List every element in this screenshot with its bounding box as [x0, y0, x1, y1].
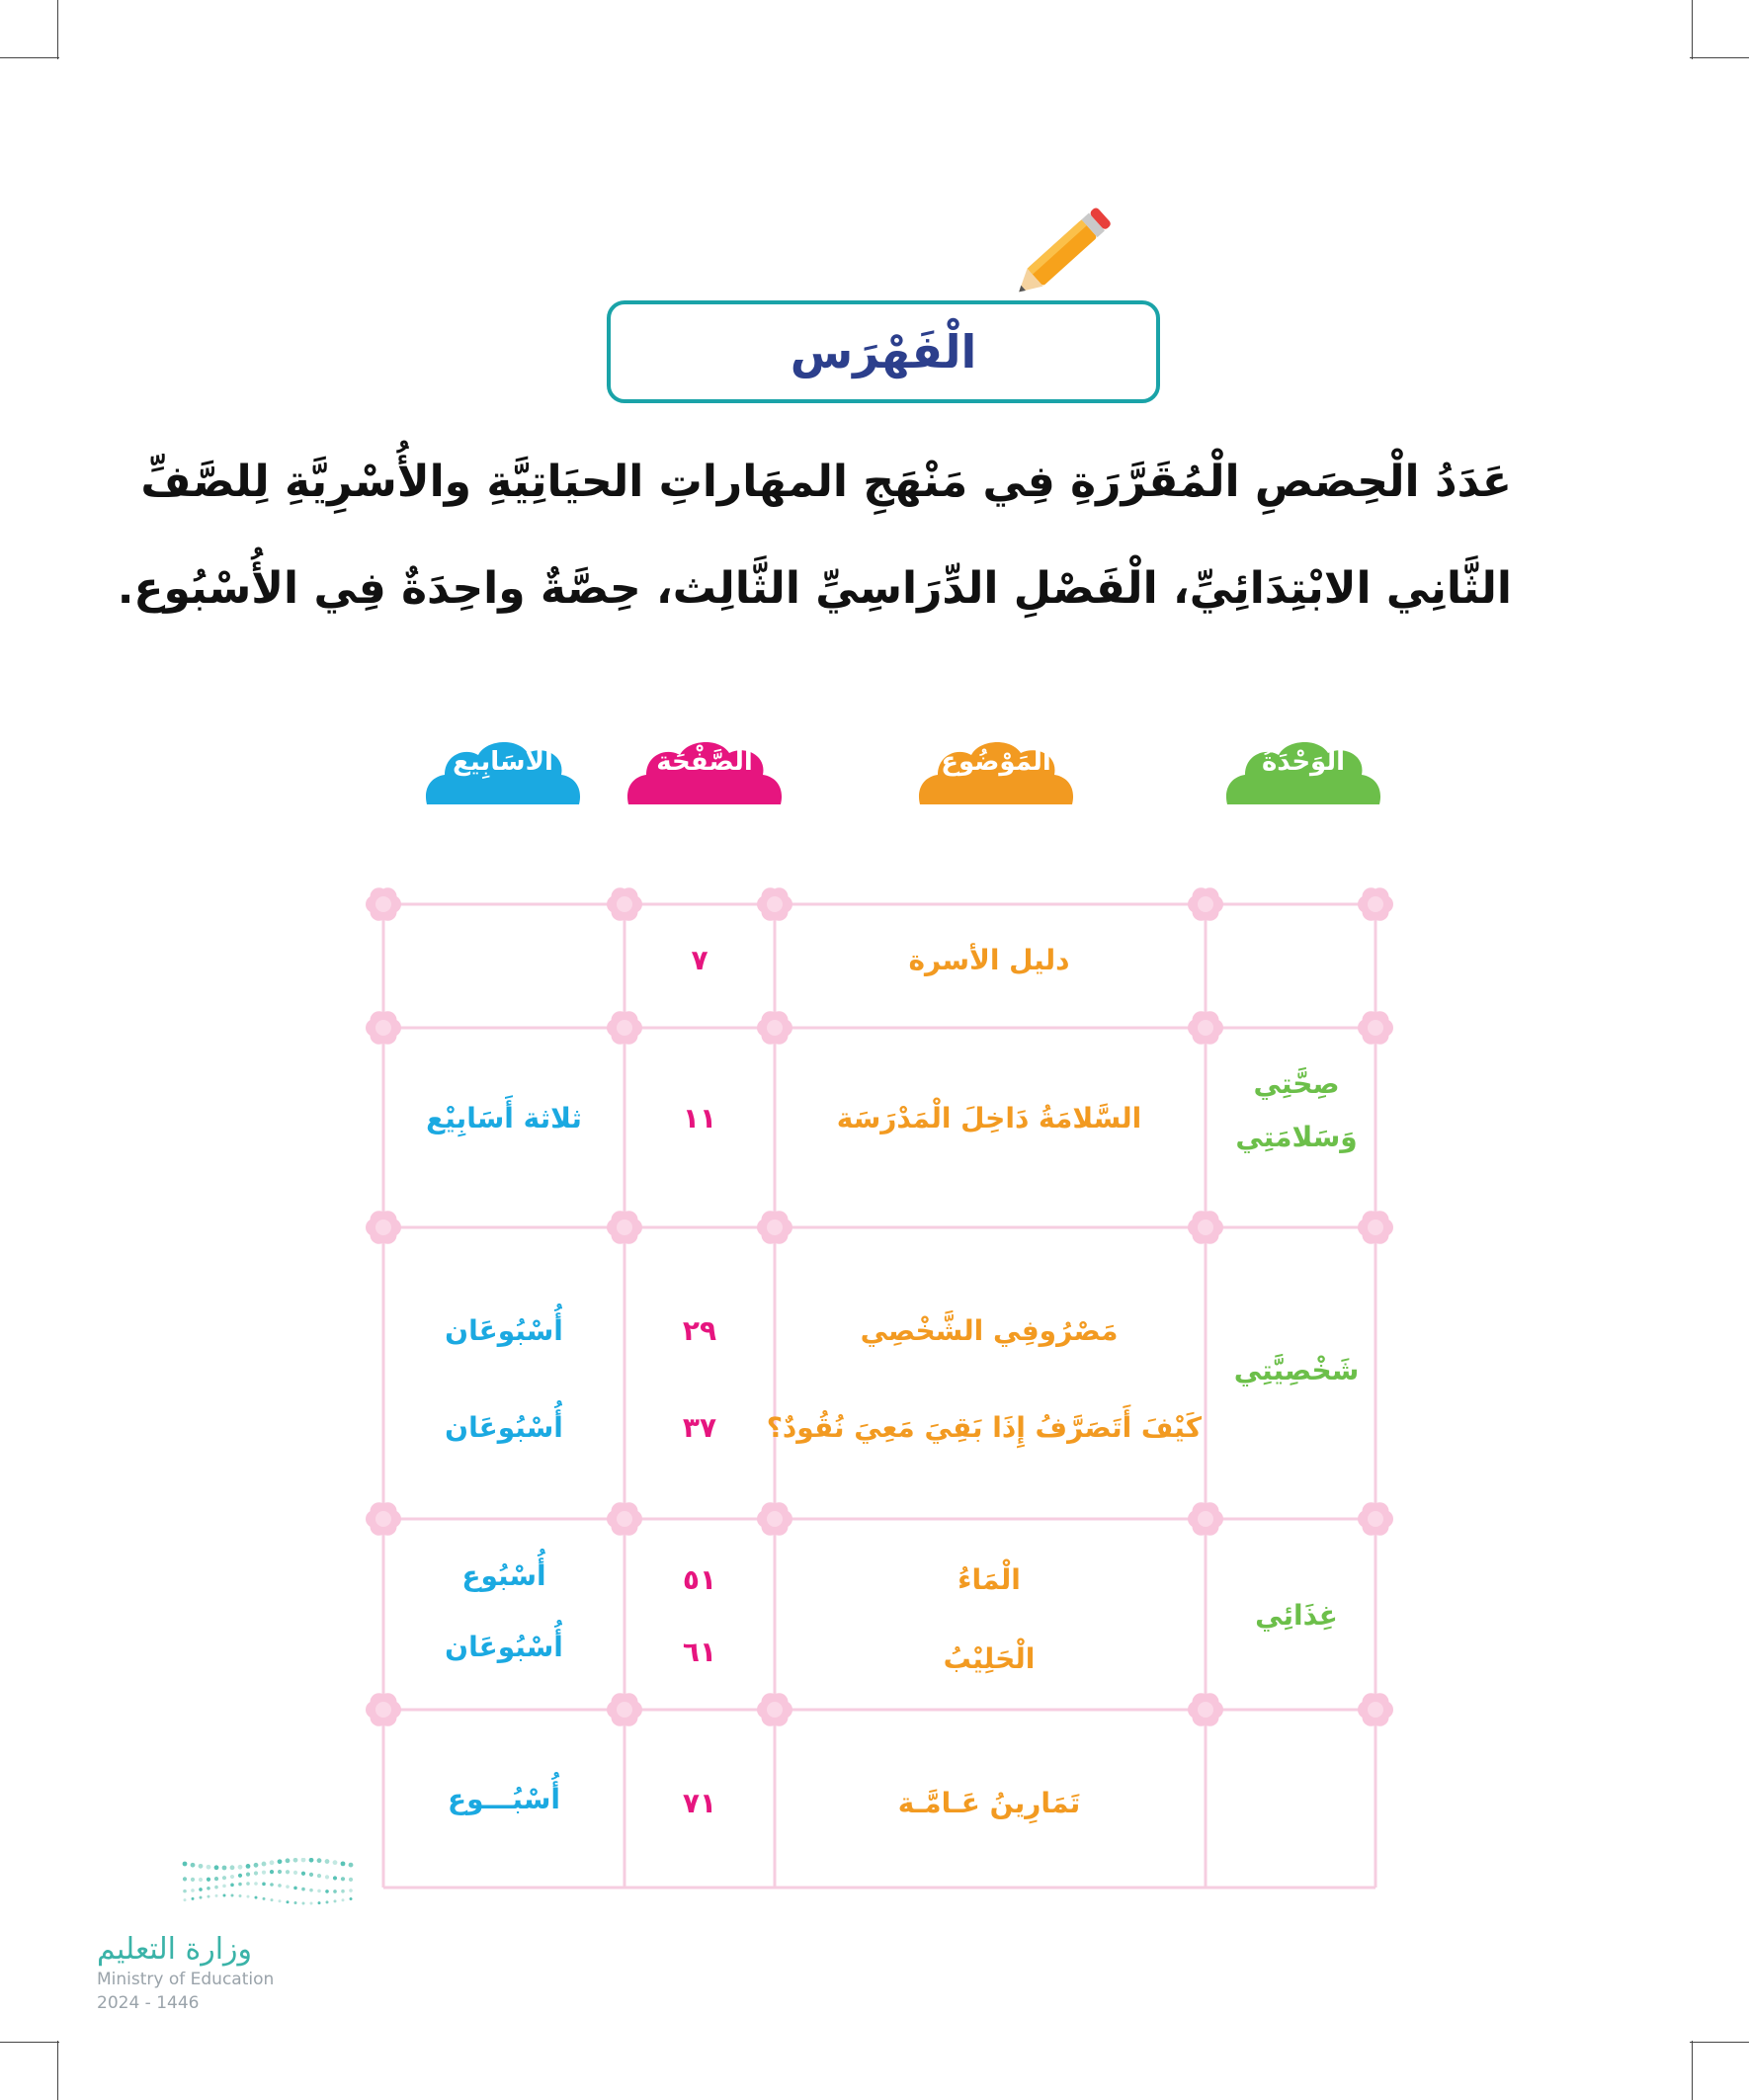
column-header-unit-label: الوَحْدَةُ [1261, 747, 1346, 777]
logo-dot [246, 1864, 251, 1869]
logo-dot [262, 1871, 266, 1875]
moe-dots-logo [181, 1858, 354, 1909]
logo-dot [317, 1858, 322, 1863]
flower-icon [366, 1693, 401, 1726]
logo-dot [309, 1858, 314, 1863]
logo-dot [349, 1863, 354, 1868]
flower-icon [366, 887, 401, 921]
row-5-page: ٧١ [682, 1787, 717, 1819]
flower-icon [1358, 1693, 1393, 1726]
logo-dot [254, 1882, 258, 1886]
logo-dot [246, 1882, 250, 1886]
flower-icon [757, 1502, 792, 1536]
crop-mark [57, 2041, 58, 2100]
logo-dot [191, 1878, 195, 1882]
logo-dot [278, 1870, 282, 1874]
logo-dot [231, 1894, 234, 1897]
logo-dot [270, 1860, 275, 1865]
flower-icon [607, 1502, 642, 1536]
logo-dot [301, 1888, 305, 1891]
logo-dot [341, 1890, 345, 1893]
logo-dot [207, 1878, 210, 1882]
flower-icon [757, 1011, 792, 1045]
column-header-unit [1223, 733, 1383, 804]
logo-dot [301, 1872, 305, 1876]
flower-icon [366, 1502, 401, 1536]
row-3-weeks-2: أُسْبُوعَان [445, 1411, 563, 1444]
logo-dot [333, 1890, 337, 1893]
row-3-page-1: ٢٩ [682, 1314, 717, 1347]
flower-icon [757, 1211, 792, 1244]
crop-mark [57, 0, 58, 59]
row-3-page-2: ٣٧ [682, 1411, 717, 1444]
logo-dot [294, 1901, 297, 1904]
logo-dot [230, 1884, 234, 1888]
logo-dot [207, 1865, 211, 1870]
flower-icon [757, 1693, 792, 1726]
logo-dot [200, 1896, 203, 1899]
logo-dot [230, 1865, 235, 1870]
logo-dot [326, 1900, 329, 1903]
logo-dot [222, 1876, 226, 1880]
row-3-topic-2: كَيْفَ أَتَصَرَّفُ إِذَا بَقِيَ مَعِيَ نُقُودٌ؟ [766, 1411, 1202, 1444]
logo-dot [238, 1883, 242, 1887]
logo-dot [301, 1858, 306, 1862]
pencil-icon [1000, 203, 1119, 311]
logo-dot [199, 1888, 203, 1891]
title-box [607, 300, 1160, 403]
crop-mark [0, 2042, 59, 2043]
logo-dot [262, 1883, 266, 1887]
column-header-page [625, 733, 785, 804]
logo-dot [214, 1886, 218, 1890]
row-3-unit: شَخْصِيَّتِي [1233, 1354, 1360, 1386]
logo-dot [214, 1865, 219, 1870]
logo-dot [350, 1897, 353, 1900]
logo-dot [271, 1898, 274, 1901]
logo-dot [223, 1894, 226, 1897]
logo-dot [286, 1858, 291, 1863]
flower-icon [1358, 887, 1393, 921]
row-1-page: ٧ [691, 944, 708, 976]
logo-dot [341, 1861, 346, 1866]
logo-dot [278, 1859, 283, 1864]
row-4-page-2: ٦١ [682, 1636, 717, 1668]
logo-dot [317, 1874, 321, 1878]
row-2-weeks: ثلاثة أَسَابِيْع [426, 1102, 582, 1134]
ministry-name-english: Ministry of Education [97, 1970, 275, 1989]
logo-dot [341, 1877, 345, 1881]
logo-dot [302, 1901, 305, 1904]
logo-dot [222, 1885, 226, 1889]
logo-dot [309, 1873, 313, 1877]
logo-dot [349, 1889, 353, 1892]
logo-dot [183, 1890, 187, 1893]
logo-dot [222, 1866, 227, 1871]
logo-dot [278, 1884, 282, 1888]
logo-dot [247, 1895, 250, 1898]
logo-dot [184, 1898, 187, 1901]
logo-dot [325, 1890, 329, 1893]
logo-dot [239, 1894, 242, 1897]
row-4-topic-1: الْمَاءُ [958, 1563, 1021, 1596]
logo-dot [192, 1897, 195, 1900]
row-3-weeks-1: أُسْبُوعَان [445, 1314, 563, 1347]
flower-icon [607, 887, 642, 921]
row-4-page-1: ٥١ [682, 1563, 717, 1596]
flower-icon [757, 887, 792, 921]
logo-dot [318, 1901, 321, 1904]
logo-dot [238, 1874, 242, 1878]
flower-icon [1358, 1211, 1393, 1244]
logo-dot [333, 1876, 337, 1880]
logo-dot [270, 1883, 274, 1887]
flower-icon [1188, 1011, 1223, 1045]
logo-dot [254, 1863, 259, 1868]
row-2-topic: السَّلامَةُ دَاخِلَ الْمَدْرَسَة [836, 1102, 1142, 1134]
row-2-page: ١١ [682, 1102, 717, 1134]
logo-dot [263, 1897, 266, 1900]
logo-dot [349, 1878, 353, 1882]
column-header-weeks-label: الأَسَابِيع [453, 747, 553, 777]
flower-icon [366, 1211, 401, 1244]
logo-dot [293, 1887, 297, 1890]
flower-icon [1188, 1502, 1223, 1536]
logo-dot [287, 1900, 290, 1903]
logo-dot [255, 1896, 258, 1899]
logo-dot [317, 1890, 321, 1893]
flower-icon [1188, 1693, 1223, 1726]
intro-line-1: عَدَدُ الْحِصَصِ الْمُقَرَّرَةِ فِي مَنْهَجِ المهَاراتِ الحيَاتِيَّةِ والأُسْرِيَّةِ لِلصَّفِّ [140, 457, 1512, 507]
crop-mark [1692, 0, 1693, 59]
ministry-name-arabic: وزارة التعليم [97, 1932, 253, 1967]
crop-mark [1692, 2041, 1693, 2100]
logo-dot [334, 1899, 337, 1902]
row-4-unit: غِذَائِي [1255, 1599, 1338, 1632]
flower-icon [366, 1011, 401, 1045]
column-header-weeks [423, 733, 583, 804]
logo-dot [191, 1889, 195, 1892]
logo-dot [286, 1870, 290, 1874]
logo-dot [246, 1872, 250, 1876]
logo-dot [183, 1862, 188, 1867]
logo-dot [333, 1860, 338, 1865]
flower-icon [1188, 1211, 1223, 1244]
logo-dot [215, 1894, 218, 1897]
logo-dot [207, 1887, 210, 1890]
intro-line-2: الثَّانِي الابْتِدَائِيِّ، الْفَصْلِ الدِّرَاسِيِّ الثَّالِث، حِصَّةٌ واحِدَةٌ فِي الأُسْبُوع. [117, 563, 1512, 614]
crop-mark [1690, 2042, 1749, 2043]
row-4-topic-2: الْحَلِيْبُ [943, 1642, 1036, 1675]
logo-dot [191, 1863, 196, 1868]
logo-dot [230, 1875, 234, 1879]
column-header-topic-label: المَوْضُوع [941, 747, 1051, 777]
logo-dot [310, 1901, 313, 1904]
logo-dot [208, 1895, 210, 1898]
logo-dot [199, 1864, 204, 1869]
logo-dot [270, 1870, 274, 1874]
logo-dot [293, 1858, 298, 1863]
row-2-unit-line-2: وَسَلامَتِي [1235, 1121, 1358, 1153]
row-4-weeks-1: أُسْبُوع [461, 1559, 546, 1592]
row-1-topic: دليل الأسرة [908, 944, 1070, 976]
flower-icon [607, 1011, 642, 1045]
edition-year: 2024 - 1446 [97, 1993, 200, 2013]
flower-icon [1358, 1502, 1393, 1536]
row-5-topic: تَمَارِينُ عَـامَّـة [897, 1787, 1081, 1819]
row-5-weeks: أُسْبُـــوع [448, 1783, 560, 1815]
logo-dot [293, 1871, 297, 1875]
flower-icon [607, 1211, 642, 1244]
logo-dot [199, 1878, 203, 1882]
logo-dot [214, 1877, 218, 1881]
page-title: الْفَهْرَس [790, 325, 977, 378]
row-2-unit-line-1: صِحَّتِي [1253, 1067, 1340, 1100]
logo-dot [309, 1889, 313, 1892]
column-header-page-label: الصَّفْحَة [656, 747, 753, 777]
flower-icon [607, 1693, 642, 1726]
logo-dot [262, 1862, 267, 1867]
flower-icon [1188, 887, 1223, 921]
logo-dot [279, 1899, 282, 1902]
row-3-topic-1: مَصْرُوفِي الشَّخْصِي [860, 1314, 1119, 1347]
column-header-topic [916, 733, 1076, 804]
logo-dot [238, 1865, 243, 1870]
logo-dot [183, 1877, 187, 1881]
logo-dot [342, 1898, 345, 1901]
row-4-weeks-2: أُسْبُوعَان [445, 1631, 563, 1663]
logo-dot [325, 1859, 330, 1864]
logo-dot [254, 1871, 258, 1875]
logo-dot [286, 1885, 290, 1889]
flower-icon [1358, 1011, 1393, 1045]
logo-dot [325, 1875, 329, 1879]
crop-mark [0, 57, 59, 58]
crop-mark [1690, 57, 1749, 58]
